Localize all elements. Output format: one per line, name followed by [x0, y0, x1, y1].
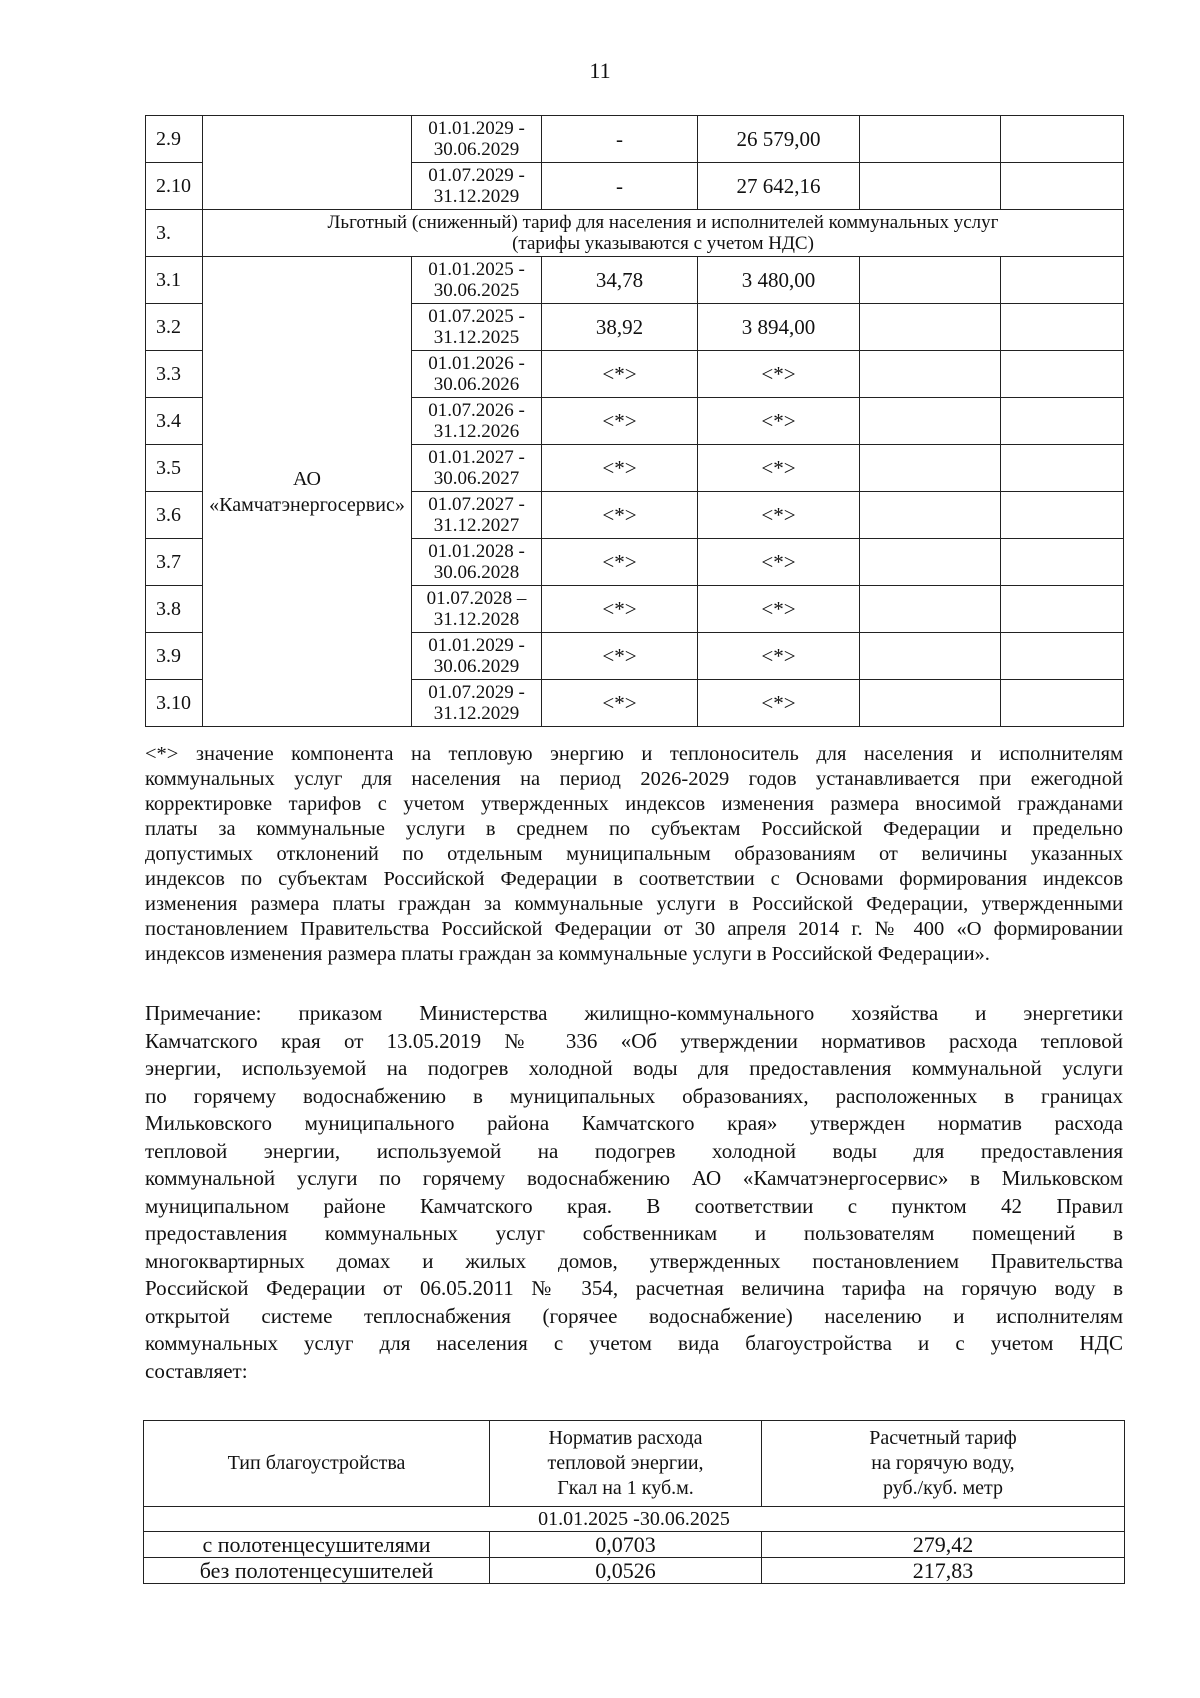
empty-cell [1001, 492, 1124, 539]
empty-cell [1001, 680, 1124, 727]
row-number: 3.9 [146, 633, 203, 680]
value-cell: <*> [698, 586, 860, 633]
period-row [144, 1507, 1125, 1532]
value-cell: <*> [698, 492, 860, 539]
period-cell: 01.01.2028 - 30.06.2028 [412, 539, 542, 586]
value-cell: - [542, 163, 698, 210]
text-line: Камчатского края от 13.05.2019 № 336 «Об утверждении нормативов расхода тепловой [145, 1028, 1123, 1053]
empty-cell [860, 680, 1001, 727]
text-line: платы за коммунальные услуги в среднем по субъектам Российской Федерации и предельно [145, 818, 1123, 840]
value-cell: <*> [698, 539, 860, 586]
row-number: 3.7 [146, 539, 203, 586]
row-number: 3.1 [146, 257, 203, 304]
period-cell: 01.01.2025 - 30.06.2025 [412, 257, 542, 304]
page-number: 11 [589, 58, 611, 83]
section3-body [146, 257, 1124, 727]
period-cell: 01.07.2025 - 31.12.2025 [412, 304, 542, 351]
period-cell: 01.01.2027 - 30.06.2027 [412, 445, 542, 492]
empty-cell [860, 492, 1001, 539]
row-number: 2.10 [146, 163, 203, 210]
text-line: Мильковского муниципального района Камчатского края» утвержден норматив расхода [145, 1111, 1123, 1135]
period-cell: 01.07.2028 – 31.12.2028 [412, 586, 542, 633]
tariff-table [145, 115, 1124, 727]
section-title: Льготный (сниженный) тариф для населения и исполнителей коммунальных услуг (тарифы указываются с учетом НДС) [203, 210, 1124, 257]
text-line: Российской Федерации от 06.05.2011 № 354, расчетная величина тарифа на горячую воду в [145, 1276, 1123, 1300]
empty-cell [1001, 257, 1124, 304]
text-line: индексов по субъектам Российской Федерации в соответствии с Основами формирования индексов [145, 868, 1123, 890]
value-cell: <*> [542, 633, 698, 680]
value-cell: <*> [542, 351, 698, 398]
text-line: по горячему водоснабжению в муниципальных образованиях, расположенных в границах [145, 1083, 1123, 1108]
period-cell: 01.07.2029 - 31.12.2029 [412, 680, 542, 727]
empty-cell [1001, 116, 1124, 163]
period-cell: 01.01.2026 - 30.06.2026 [412, 351, 542, 398]
empty-cell [1001, 445, 1124, 492]
table-row [146, 116, 1124, 163]
value-cell: <*> [698, 398, 860, 445]
row-number: 3.8 [146, 586, 203, 633]
col-header-tariff: Расчетный тариф на горячую воду, руб./куб. метр [762, 1421, 1125, 1507]
text-line: составляет: [145, 1358, 248, 1383]
value-cell: <*> [542, 680, 698, 727]
empty-cell [1001, 351, 1124, 398]
organization-cell [203, 116, 412, 210]
norm-cell: 0,0526 [490, 1558, 762, 1584]
period-cell: 01.07.2027 - 31.12.2027 [412, 492, 542, 539]
value-cell: 38,92 [542, 304, 698, 351]
empty-cell [860, 116, 1001, 163]
empty-cell [1001, 304, 1124, 351]
section-number: 3. [146, 210, 203, 257]
text-line: изменения размера платы граждан за коммунальные услуги в Российской Федерации, утвержденными [145, 893, 1123, 915]
empty-cell [860, 351, 1001, 398]
empty-cell [1001, 398, 1124, 445]
text-line: допустимых отклонений по отдельным муниципальным образованиям от величины указанных [145, 843, 1123, 865]
empty-cell [1001, 539, 1124, 586]
section-row [146, 210, 1124, 257]
period-cell: 01.01.2029 - 30.06.2029 [412, 633, 542, 680]
organization-cell: АО «Камчатэнергосервис» [203, 257, 412, 727]
row-number: 3.6 [146, 492, 203, 539]
empty-cell [860, 445, 1001, 492]
value-cell: - [542, 116, 698, 163]
col-header-type: Тип благоустройства [144, 1421, 490, 1507]
value-cell: <*> [542, 586, 698, 633]
col-header-norm: Норматив расхода тепловой энергии, Гкал на 1 куб.м. [490, 1421, 762, 1507]
empty-cell [1001, 163, 1124, 210]
type-cell: без полотенцесушителей [144, 1558, 490, 1584]
text-line: многоквартирных домах и жилых домов, утвержденных постановлением Правительства [145, 1248, 1123, 1273]
value-cell: <*> [542, 398, 698, 445]
text-line: <*> значение компонента на тепловую энергию и теплоноситель для населения и исполнителям [145, 743, 1123, 765]
text-line: коммунальных услуг для населения с учетом вида благоустройства и с учетом НДС [145, 1331, 1123, 1355]
text-line: тепловой энергии, используемой на подогрев холодной воды для предоставления [145, 1138, 1123, 1163]
table-row [146, 257, 1124, 304]
text-line: корректировке тарифов с учетом утвержденных индексов изменения размера вносимой гражданами [145, 793, 1123, 815]
period-label: 01.01.2025 -30.06.2025 [144, 1507, 1125, 1532]
value-cell: <*> [698, 680, 860, 727]
value-cell: <*> [698, 445, 860, 492]
row-number: 3.10 [146, 680, 203, 727]
text-line: Примечание: приказом Министерства жилищно-коммунального хозяйства и энергетики [145, 1001, 1123, 1025]
row-number: 3.2 [146, 304, 203, 351]
type-cell: с полотенцесушителями [144, 1532, 490, 1558]
footnote [145, 742, 1123, 967]
tariff-cell: 217,83 [762, 1558, 1125, 1584]
text-line: коммунальных услуг для населения на период 2026-2029 годов устанавливается при ежегодной [145, 768, 1123, 790]
norm-cell: 0,0703 [490, 1532, 762, 1558]
tariff-cell: 279,42 [762, 1532, 1125, 1558]
empty-cell [1001, 586, 1124, 633]
period-cell: 01.07.2026 - 31.12.2026 [412, 398, 542, 445]
empty-cell [860, 304, 1001, 351]
text-line: постановлением Правительства Российской Федерации от 30 апреля 2014 г. № 400 «О формировании [145, 918, 1123, 940]
row-number: 2.9 [146, 116, 203, 163]
value-cell: <*> [542, 539, 698, 586]
value-cell: <*> [698, 351, 860, 398]
value-cell: 34,78 [542, 257, 698, 304]
text-line: энергии, используемой на подогрев холодной воды для предоставления коммунальной услуги [145, 1056, 1123, 1080]
table-row [144, 1558, 1125, 1584]
row-number: 3.3 [146, 351, 203, 398]
text-line: коммунальной услуги по горячему водоснабжению АО «Камчатэнергосервис» в Мильковском [145, 1166, 1123, 1190]
value-cell: 26 579,00 [698, 116, 860, 163]
value-cell: <*> [698, 633, 860, 680]
header-row [144, 1421, 1125, 1507]
row-number: 3.5 [146, 445, 203, 492]
empty-cell [860, 586, 1001, 633]
empty-cell [860, 398, 1001, 445]
value-cell: <*> [542, 445, 698, 492]
empty-cell [1001, 633, 1124, 680]
value-cell: 27 642,16 [698, 163, 860, 210]
period-cell: 01.01.2029 - 30.06.2029 [412, 116, 542, 163]
value-cell: 3 894,00 [698, 304, 860, 351]
hot-water-tariff-table [143, 1420, 1125, 1584]
value-cell: <*> [542, 492, 698, 539]
row-number: 3.4 [146, 398, 203, 445]
text-line: индексов изменения размера платы граждан за коммунальные услуги в Российской Федерации». [145, 943, 990, 965]
period-cell: 01.07.2029 - 31.12.2029 [412, 163, 542, 210]
empty-cell [860, 163, 1001, 210]
note [145, 1000, 1123, 1385]
value-cell: 3 480,00 [698, 257, 860, 304]
table-row [144, 1532, 1125, 1558]
text-line: предоставления коммунальных услуг собственникам и пользователям помещений в [145, 1221, 1123, 1245]
empty-cell [860, 539, 1001, 586]
empty-cell [860, 633, 1001, 680]
text-line: муниципальном районе Камчатского края. В соответствии с пунктом 42 Правил [145, 1193, 1123, 1218]
empty-cell [860, 257, 1001, 304]
text-line: открытой системе теплоснабжения (горячее водоснабжение) населению и исполнителям [145, 1303, 1123, 1328]
